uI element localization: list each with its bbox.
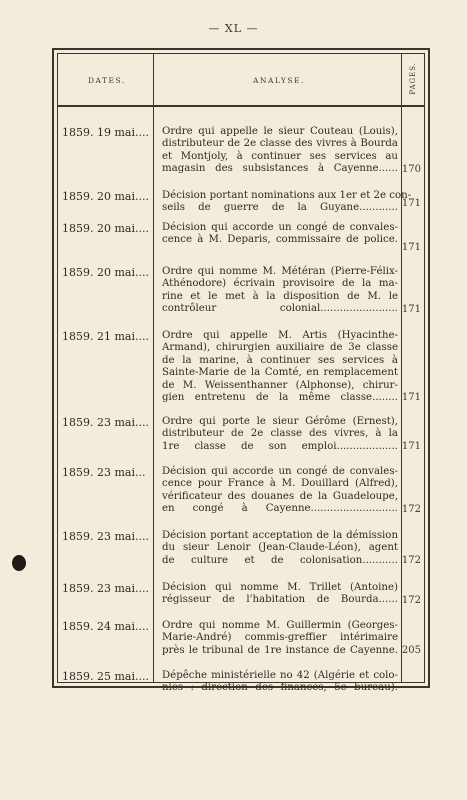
entry-page: 172: [401, 595, 421, 606]
entry-analysis: [162, 670, 398, 695]
analysis-line: Décision portant nominations aux 1er et 2e con-: [162, 190, 412, 201]
analysis-line: contrôleur colonial........................: [162, 303, 398, 315]
analysis-line: et Montjoly, à continuer ses services au: [162, 150, 398, 162]
entry-analysis: [162, 330, 398, 404]
analysis-line: magasin des subsistances à Cayenne......: [162, 163, 398, 175]
analysis-line: distributeur de 2e classe des vivres à Bourda: [162, 138, 398, 150]
analysis-line: distributeur de 2e classe des vivres, à la: [162, 428, 398, 440]
analysis-line: Ordre qui appelle M. Artis (Hyacinthe-: [162, 330, 398, 341]
analysis-line: de la marine, à continuer ses services à: [162, 354, 398, 366]
entry-analysis: [162, 620, 398, 657]
page-number: — XL —: [208, 22, 259, 35]
analysis-line: Ordre qui appelle le sieur Couteau (Louis),: [162, 126, 398, 137]
analysis-line: Ordre qui nomme M. Météran (Pierre-Félix-: [162, 266, 398, 277]
column-divider-pages: [401, 54, 402, 682]
entry-date: 1859. 20 mai....: [62, 190, 149, 203]
entry-date: 1859. 23 mai....: [62, 416, 149, 429]
analysis-line: Ordre qui porte le sieur Gérôme (Ernest),: [162, 416, 398, 427]
entry-analysis: [162, 126, 398, 176]
entry-analysis: [162, 222, 398, 247]
ink-blot: [12, 555, 26, 571]
analysis-line: cence pour France à M. Douillard (Alfred),: [162, 478, 398, 490]
analysis-line: Ordre qui nomme M. Guillermin (Georges-: [162, 620, 398, 631]
analysis-line: de M. Weissenthanner (Alphonse), chirur-: [162, 379, 398, 391]
entry-page: 171: [401, 198, 421, 209]
entry-date: 1859. 23 mai....: [62, 530, 149, 543]
analysis-line: en congé à Cayenne...........................: [162, 503, 398, 515]
entry-date: 1859. 21 mai....: [62, 330, 149, 343]
entry-page: 171: [401, 242, 421, 253]
header-pages: PAGES.: [409, 62, 417, 95]
analysis-line: du sieur Lenoir (Jean-Claude-Léon), agent: [162, 542, 398, 554]
analysis-line: gien entretenu de la même classe........: [162, 392, 398, 404]
entry-analysis: [162, 466, 398, 516]
entry-page: 172: [401, 555, 421, 566]
entry-date: 1859. 19 mai....: [62, 126, 149, 139]
analysis-line: Décision qui nomme M. Trillet (Antoine): [162, 582, 398, 593]
analysis-line: cence à M. Deparis, commissaire de police.: [162, 234, 398, 246]
analysis-line: de culture et de colonisation...........: [162, 554, 398, 566]
analysis-line: seils de guerre de la Guyane............: [162, 202, 398, 214]
entry-page: 171: [401, 392, 421, 403]
entry-date: 1859. 23 mai....: [62, 582, 149, 595]
entry-date: 1859. 20 mai....: [62, 222, 149, 235]
entry-analysis: [162, 416, 398, 453]
analysis-line: nies : direction des finances, 5e bureau).: [162, 682, 398, 694]
analysis-line: Dépêche ministérielle no 42 (Algérie et colo-: [162, 670, 398, 681]
entry-date: 1859. 25 mai....: [62, 670, 149, 683]
table-inner: [57, 53, 425, 694]
analysis-line: Sainte-Marie de la Comté, en remplacement: [162, 367, 398, 379]
entry-page: 171: [401, 441, 421, 452]
header-analyse: ANALYSE.: [253, 76, 305, 85]
entry-date: 1859. 20 mai....: [62, 266, 149, 279]
analysis-line: rine et le met à la disposition de M. le: [162, 290, 398, 302]
analysis-line: régisseur de l'habitation de Bourda......: [162, 594, 398, 606]
header-divider: [58, 105, 424, 107]
header-dates: DATES.: [88, 76, 126, 85]
entry-page: 205: [401, 645, 421, 656]
entry-analysis: [162, 582, 398, 607]
entry-page: 170: [401, 164, 421, 175]
analysis-line: 1re classe de son emploi...................: [162, 440, 398, 452]
entry-analysis: [162, 266, 398, 316]
analysis-line: Décision portant acceptation de la démission: [162, 530, 398, 541]
entry-date: 1859. 24 mai....: [62, 620, 149, 633]
analysis-line: Décision qui accorde un congé de convales-: [162, 222, 398, 233]
analysis-line: Athénodore) écrivain provisoire de la ma-: [162, 278, 398, 290]
entry-analysis: [162, 530, 398, 567]
entry-date: 1859. 23 mai...: [62, 466, 146, 479]
analysis-line: Marie-André) commis-greffier intérimaire: [162, 632, 398, 644]
entry-page: 172: [401, 504, 421, 515]
analysis-line: Armand), chirurgien auxiliaire de 3e classe: [162, 342, 398, 354]
column-divider-dates: [153, 54, 154, 682]
table-frame: [52, 48, 430, 694]
entry-page: 171: [401, 304, 421, 315]
analysis-line: près le tribunal de 1re instance de Cayenne.: [162, 644, 398, 656]
analysis-line: vérificateur des douanes de la Guadeloupe,: [162, 490, 398, 502]
analysis-line: Décision qui accorde un congé de convales-: [162, 466, 398, 477]
